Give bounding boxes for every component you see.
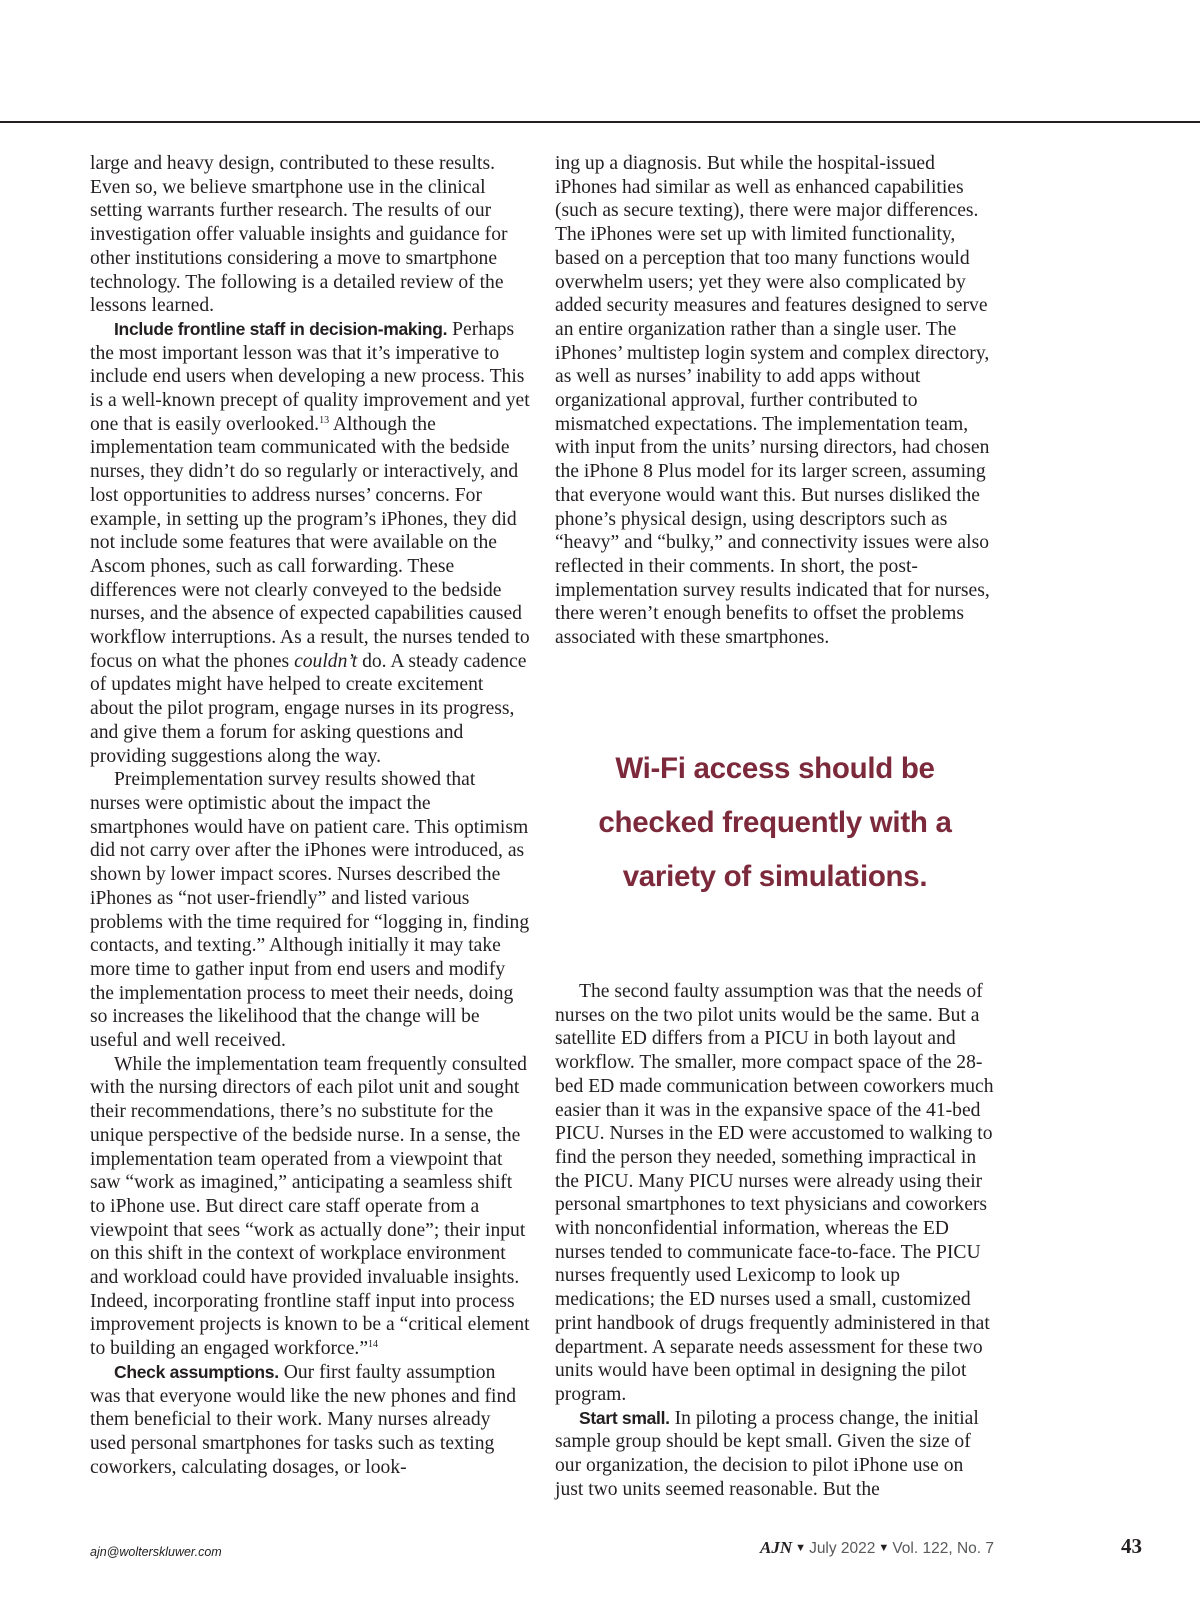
left-column <box>90 152 530 1479</box>
paragraph-text: Perhaps the most important lesson was that it’s imperative to include end users when developing a new process. This is a well-known precept of quality improvement and yet one that is easily overlooked. <box>90 318 530 435</box>
section-heading: Start small. <box>579 1407 670 1428</box>
volume-info: Vol. 122, No. 7 <box>892 1540 994 1557</box>
paragraph-text: While the implementation team frequently consulted with the nursing directors of each pilot unit and sought their recommendations, there’s no substitute for the unique perspective of the bedside nurse. In a sense, the implementation team operated from a viewpoint that saw “work as imagined,” anticipating a seamless shift to iPhone use. But direct care staff operate from a viewpoint that sees “work as actually done”; their input on this shift in the context of workplace environment and workload could have provided invaluable insights. Indeed, incorporating frontline staff input into process improvement projects is known to be a “critical element to building an engaged workforce.” <box>90 1053 530 1360</box>
pull-quote: Wi-Fi access should be checked frequently with a variety of simulations. <box>598 752 952 893</box>
paragraph-text: Our first faulty assumption was that everyone would like the new phones and find them beneficial to their work. Many nurses already used personal smartphones for tasks such as texting coworkers, calculating dosages, or look- <box>90 1361 517 1478</box>
header-rule <box>0 121 1200 123</box>
section-heading: Check assumptions. <box>114 1361 279 1382</box>
paragraph-text: In piloting a process change, the initial sample group should be kept small. Given the size of our organization, the decision to pilot iPhone use on just two units seemed reasonable. But the <box>555 1407 979 1500</box>
paragraph: ing up a diagnosis. But while the hospital-issued iPhones had similar as well as enhanced capabilities (such as secure texting), there were major differences. The iPhones were set up with limited functionality, based on a perception that too many functions would overwhelm users; yet they were also complicated by added security measures and features designed to serve an entire organization rather than a single user. The iPhones’ multistep login system and complex directory, as well as nurses’ inability to add apps without organizational approval, further contributed to mismatched expectations. The implementation team, with input from the units’ nursing directors, had chosen the iPhone 8 Plus model for its larger screen, assuming that everyone would want this. But nurses disliked the phone’s physical design, using descriptors such as “heavy” and “bulky,” and connectivity issues were also reflected in their comments. In short, the post-implementation survey results indicated that for nurses, there weren’t enough benefits to offset the problems associated with these smartphones. <box>555 153 990 649</box>
paragraph <box>90 1361 530 1480</box>
paragraph <box>555 1407 995 1502</box>
paragraph: Preimplementation survey results showed that nurses were optimistic about the impact the smartphones would have on patient care. This optimism did not carry over after the iPhones were introduced, as shown by lower impact scores. Nurses described the iPhones as “not user-friendly” and listed various problems with the time required for “logging in, finding contacts, and texting.” Although initially it may take more time to gather input from end users and modify the implementation process to meet their needs, doing so increases the likelihood that the change will be useful and well received. <box>90 769 530 1052</box>
paragraph <box>90 1053 530 1361</box>
reference-superscript: 14 <box>368 1339 379 1351</box>
issue-date: July 2022 <box>809 1540 876 1557</box>
section-heading: Include frontline staff in decision-making. <box>114 318 448 339</box>
journal-name: AJN <box>760 1538 793 1557</box>
footer-email: ajn@wolterskluwer.com <box>90 1545 222 1559</box>
paragraph-text: do. A steady cadence of updates might have helped to create excitement about the pilot program, engage nurses in its progress, and give them a forum for asking questions and providing suggestions along the way. <box>90 650 527 767</box>
reference-superscript: 13 <box>319 414 330 426</box>
paragraph-text: Although the implementation team communicated with the bedside nurses, they didn’t do so regularly or interactively, and lost opportunities to address nurses’ concerns. For example, in setting up the program’s iPhones, they did not include some features that were available on the Ascom phones, such as call forwarding. These differences were not clearly conveyed to the bedside nurses, and the absence of expected capabilities caused workflow interruptions. As a result, the nurses tended to focus on what the phones <box>90 413 530 672</box>
footer-issue-info <box>760 1538 994 1558</box>
triangle-separator-icon: ▼ <box>878 1542 890 1554</box>
right-column-lower <box>555 980 995 1501</box>
triangle-separator-icon: ▼ <box>795 1542 807 1554</box>
right-column-upper <box>555 152 995 650</box>
emphasis-text: couldn’t <box>294 650 358 672</box>
paragraph: large and heavy design, contributed to these results. Even so, we believe smartphone use in the clinical setting warrants further research. The results of our investigation offer valuable insights and guidance for other institutions considering a move to smartphone technology. The following is a detailed review of the lessons learned. <box>90 153 508 317</box>
page-number: 43 <box>1121 1534 1142 1558</box>
paragraph <box>90 318 530 768</box>
paragraph: The second faulty assumption was that the needs of nurses on the two pilot units would be the same. But a satellite ED differs from a PICU in both layout and workflow. The smaller, more compact space of the 28-bed ED made communication between coworkers much easier than it was in the expansive space of the 41-bed PICU. Nurses in the ED were accustomed to walking to find the person they needed, something impractical in the PICU. Many PICU nurses were already using their personal smartphones to text physicians and coworkers with nonconfidential information, whereas the ED nurses tended to communicate face-to-face. The PICU nurses frequently used Lexicomp to look up medications; the ED nurses used a small, customized print handbook of drugs frequently administered in that department. A separate needs assessment for these two units would have been optimal in designing the pilot program. <box>555 981 994 1405</box>
